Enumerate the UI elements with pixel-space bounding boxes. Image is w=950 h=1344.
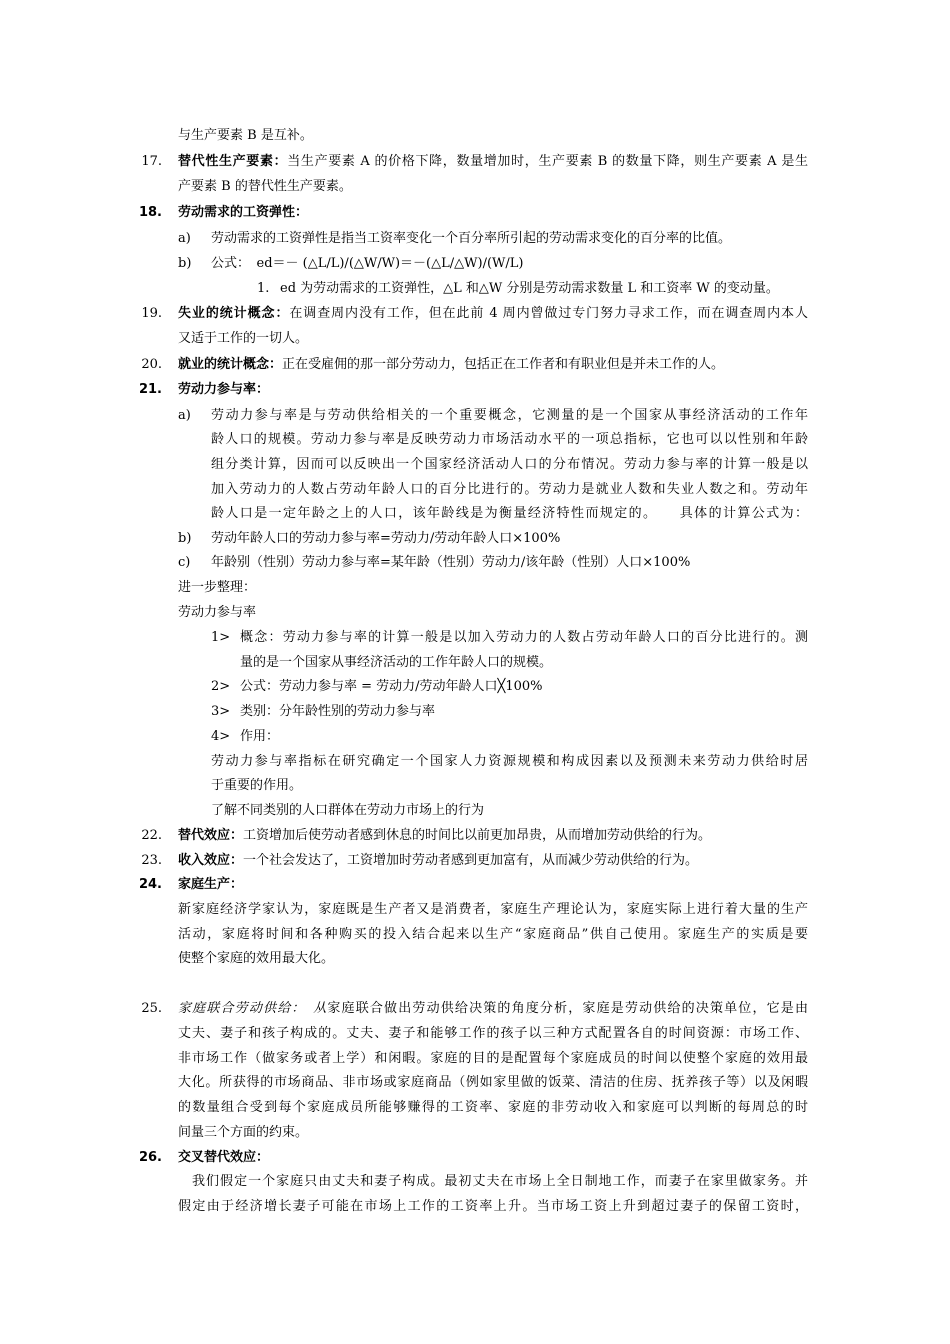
item-21-a-line-5: 龄人口是一定年龄之上的人口，该年龄线是为衡量经济特性而规定的。 具体的计算公式为： xyxy=(211,506,808,521)
item-20-heading: 就业的统计概念： xyxy=(178,357,283,372)
sub-4-line-3: 了解不同类别的人口群体在劳动力市场上的行为 xyxy=(211,803,485,818)
item-25-line-5: 的数量组合受到每个家庭成员所能够赚得的工资率、家庭的非劳动收入和家庭可以判断的每周总的时 xyxy=(178,1100,808,1115)
item-number-25: 25. xyxy=(141,1001,162,1016)
item-number-17: 17. xyxy=(141,154,162,169)
item-25-text: 家庭联合做出劳动供给决策的角度分析，家庭是劳动供给的决策单位，它是由 xyxy=(327,1001,808,1016)
item-18-heading: 劳动需求的工资弹性： xyxy=(178,205,309,220)
item-21-c-text: 年龄别（性别）劳动力参与率=某年龄（性别）劳动力/该年龄（性别）人口×100% xyxy=(211,555,691,570)
item-23-heading: 收入效应： xyxy=(178,853,244,868)
item-26-line-1: 我们假定一个家庭只由丈夫和妻子构成。最初丈夫在市场上全日制地工作，而妻子在家里做家务。并 xyxy=(192,1174,808,1189)
sub-3-text: 类别：分年龄性别的劳动力参与率 xyxy=(240,704,436,719)
item-17-line-2: 产要素 B 的替代性生产要素。 xyxy=(178,179,352,194)
item-21-a-line-2: 龄人口的规模。劳动力参与率是反映劳动力市场活动水平的一项总指标，它也可以以性别和年龄 xyxy=(211,432,808,447)
item-24-heading: 家庭生产： xyxy=(178,877,244,892)
item-18-marker-a: a) xyxy=(178,231,191,246)
item-21-marker-b: b) xyxy=(178,531,192,546)
item-number-19: 19. xyxy=(141,306,162,321)
item-25-line-6: 间量三个方面的约束。 xyxy=(178,1125,309,1140)
item-22-text: 工资增加后使劳动者感到休息的时间比以前更加昂贵，从而增加劳动供给的行为。 xyxy=(243,828,712,843)
item-18-a-text: 劳动需求的工资弹性是指当工资率变化一个百分率所引起的劳动需求变化的百分率的比值。 xyxy=(211,231,732,246)
sub-4-line-2: 于重要的作用。 xyxy=(211,778,303,793)
item-number-18: 18. xyxy=(138,205,162,220)
item-17-text: 当生产要素 A 的价格下降，数量增加时，生产要素 B 的数量下降，则生产要素 A 是生 xyxy=(287,154,808,169)
item-25-line-4: 大化。所获得的市场商品、非市场或家庭商品（例如家里做的饭菜、清洁的住房、抚养孩子等）以及闲暇 xyxy=(178,1075,808,1090)
item-number-23: 23. xyxy=(141,853,162,868)
item-21-heading: 劳动力参与率： xyxy=(178,382,270,397)
item-17-line-1 xyxy=(178,152,808,171)
item-22-line xyxy=(178,826,711,845)
item-26-line-2: 假定由于经济增长妻子可能在市场上工作的工资率上升。当市场工资上升到超过妻子的保留工资时， xyxy=(178,1199,808,1214)
item-17-heading: 替代性生产要素： xyxy=(178,154,288,169)
sub-4-text: 作用： xyxy=(240,729,280,744)
sub-marker-4: 4> xyxy=(211,729,231,744)
item-21-subtitle: 劳动力参与率 xyxy=(178,605,257,620)
item-19-line-2: 又适于工作的一切人。 xyxy=(178,331,309,346)
item-number-24: 24. xyxy=(138,877,162,892)
item-18-marker-1: 1. xyxy=(257,281,270,296)
item-number-20: 20. xyxy=(141,357,162,372)
item-21-marker-c: c) xyxy=(178,555,191,570)
sub-marker-3: 3> xyxy=(211,704,231,719)
item-18-formula: 公式： ed＝－ (△L/L)/(△W/W)＝－(△L/△W)/(W/L) xyxy=(211,256,524,271)
item-20-text: 正在受雇佣的那一部分劳动力，包括正在工作者和有职业但是并未工作的人。 xyxy=(282,357,725,372)
sub-2-text: 公式：劳动力参与率 = 劳动力/劳动年龄人口╳100% xyxy=(240,679,543,694)
item-25-line-1 xyxy=(178,999,808,1018)
item-24-line-1: 新家庭经济学家认为，家庭既是生产者又是消费者，家庭生产理论认为，家庭实际上进行着大量的生产 xyxy=(178,902,808,917)
item-21-further: 进一步整理： xyxy=(178,580,257,595)
item-21-marker-a: a) xyxy=(178,408,191,423)
item-number-22: 22. xyxy=(141,828,162,843)
item-26-heading: 交叉替代效应： xyxy=(178,1150,270,1165)
item-number-21: 21. xyxy=(138,382,162,397)
item-23-line xyxy=(178,851,698,870)
item-19-heading: 失业的统计概念： xyxy=(178,306,290,321)
item-20-line xyxy=(178,355,724,374)
item-22-heading: 替代效应： xyxy=(178,828,244,843)
item-number-26: 26. xyxy=(138,1150,162,1165)
item-18-formula-note: ed 为劳动需求的工资弹性，△L 和△W 分别是劳动需求数量 L 和工资率 W 的变动量。 xyxy=(280,281,779,296)
sub-4-line-1: 劳动力参与率指标在研究确定一个国家人力资源规模和构成因素以及预测未来劳动力供给时居 xyxy=(211,754,808,769)
item-21-a-line-1: 劳动力参与率是与劳动供给相关的一个重要概念，它测量的是一个国家从事经济活动的工作年 xyxy=(211,408,808,423)
item-25-heading: 家庭联合劳动供给： 从 xyxy=(178,1001,328,1016)
item-21-a-line-4: 加入劳动力的人数占劳动年龄人口的百分比进行的。劳动力是就业人数和失业人数之和。劳动年 xyxy=(211,482,808,497)
item-21-b-text: 劳动年龄人口的劳动力参与率=劳动力/劳动年龄人口×100% xyxy=(211,531,561,546)
item-18-marker-b: b) xyxy=(178,256,192,271)
item-19-line-1 xyxy=(178,304,808,323)
continued-line: 与生产要素 B 是互补。 xyxy=(178,128,313,143)
item-21-a-line-3: 组分类计算，因而可以反映出一个国家经济活动人口的分布情况。劳动力参与率的计算一般是以 xyxy=(211,457,808,472)
sub-marker-2: 2> xyxy=(211,679,231,694)
item-19-text: 在调查周内没有工作，但在此前 4 周内曾做过专门努力寻求工作，而在调查周内本人 xyxy=(289,306,808,321)
item-25-line-2: 丈夫、妻子和孩子构成的。丈夫、妻子和能够工作的孩子以三种方式配置各自的时间资源：市场工作、 xyxy=(178,1026,808,1041)
sub-marker-1: 1> xyxy=(211,630,231,645)
sub-1-line-1: 概念：劳动力参与率的计算一般是以加入劳动力的人数占劳动年龄人口的百分比进行的。测 xyxy=(240,630,808,645)
sub-1-line-2: 量的是一个国家从事经济活动的工作年龄人口的规模。 xyxy=(240,655,553,670)
item-24-line-2: 活动，家庭将时间和各种购买的投入结合起来以生产“家庭商品”供自己使用。家庭生产的实质是要 xyxy=(178,927,808,942)
item-23-text: 一个社会发达了，工资增加时劳动者感到更加富有，从而减少劳动供给的行为。 xyxy=(243,853,699,868)
item-25-line-3: 非市场工作（做家务或者上学）和闲暇。家庭的目的是配置每个家庭成员的时间以使整个家庭的效用最 xyxy=(178,1051,808,1066)
item-24-line-3: 使整个家庭的效用最大化。 xyxy=(178,951,335,966)
